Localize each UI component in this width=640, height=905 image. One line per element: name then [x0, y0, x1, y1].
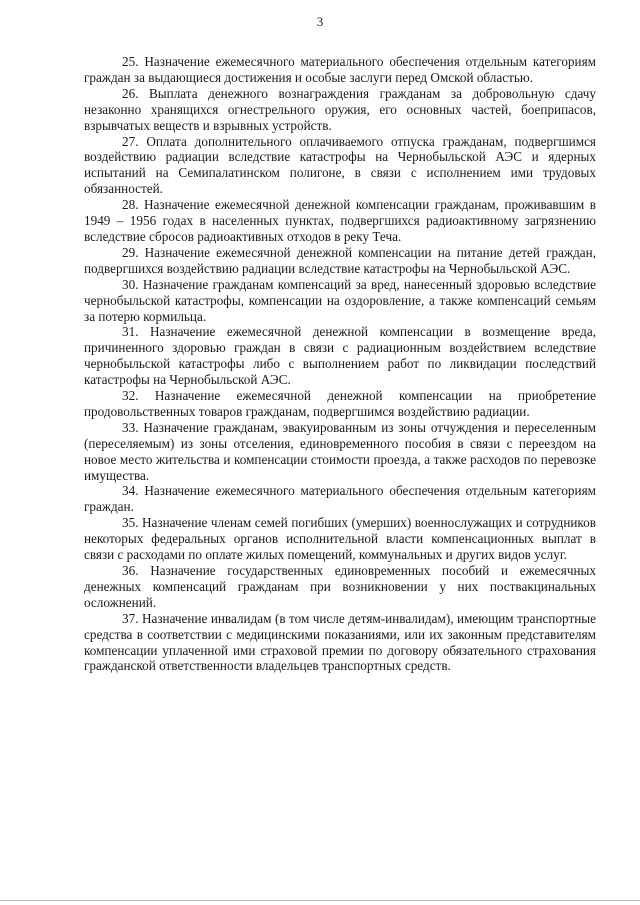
paragraph-26: 26. Выплата денежного вознаграждения гражданам за добровольную сдачу незаконно хранящихся огнестрельного оружия, его основных частей, боеприпасов, взрывчатых веществ и взрывных устройств.: [84, 85, 596, 133]
paragraph-31: 31. Назначение ежемесячной денежной компенсации в возмещение вреда, причиненного здоровью граждан в связи с радиационным воздействием вследствие чернобыльской катастрофы либо с выполнением работ по ликвидации последствий катастрофы на Чернобыльской АЭС.: [84, 324, 596, 388]
paragraph-29: 29. Назначение ежемесячной денежной компенсации на питание детей граждан, подвергшихся воздействию радиации вследствие катастрофы на Чернобыльской АЭС.: [84, 244, 596, 276]
paragraph-27: 27. Оплата дополнительного оплачиваемого отпуска гражданам, подвергшимся воздействию радиации вследствие катастрофы на Чернобыльской АЭС и ядерных испытаний на Семипалатинском полигоне, в связи с исполнением ими трудовых обязанностей.: [84, 133, 596, 197]
paragraph-37: 37. Назначение инвалидам (в том числе детям-инвалидам), имеющим транспортные средства в соответствии с медицинскими показаниями, или их законным представителям компенсации уплаченной ими страховой премии по договору обязательного страхования гражданской ответственности владельцев транспортных средств.: [84, 610, 596, 674]
page-number: 3: [316, 14, 324, 29]
paragraph-30: 30. Назначение гражданам компенсаций за вред, нанесенный здоровью вследствие чернобыльской катастрофы, компенсации на оздоровление, а также компенсаций семьям за потерю кормильца.: [84, 276, 596, 324]
paragraph-36: 36. Назначение государственных единовременных пособий и ежемесячных денежных компенсаций гражданам при возникновении у них поствакцинальных осложнений.: [84, 563, 596, 610]
paragraph-35: 35. Назначение членам семей погибших (умерших) военнослужащих и сотрудников некоторых федеральных органов исполнительной власти компенсационных выплат в связи с расходами по оплате жилых помещений, коммунальных и других видов услуг.: [84, 515, 596, 563]
paragraph-32: 32. Назначение ежемесячной денежной компенсации на приобретение продовольственных товаров гражданам, подвергшимся воздействию радиации.: [84, 388, 596, 419]
paragraph-28: 28. Назначение ежемесячной денежной компенсации гражданам, проживавшим в 1949 – 1956 годах в населенных пунктах, подвергшихся радиоактивному загрязнению вследствие сбросов радиоактивных отходов в реку Теча.: [84, 197, 596, 244]
document-body: [84, 54, 596, 674]
paragraph-33: 33. Назначение гражданам, эвакуированным из зоны отчуждения и переселенным (переселяемым) из зоны отселения, единовременного пособия в связи с переездом на новое место жительства и компенсации стоимости проезда, а также расходов по перевозке имущества.: [84, 419, 596, 483]
scan-edge-line: [0, 900, 640, 901]
paragraph-25: 25. Назначение ежемесячного материального обеспечения отдельным категориям граждан за выдающиеся достижения и особые заслуги перед Омской областью.: [84, 54, 596, 85]
paragraph-34: 34. Назначение ежемесячного материального обеспечения отдельным категориям граждан.: [84, 483, 596, 515]
